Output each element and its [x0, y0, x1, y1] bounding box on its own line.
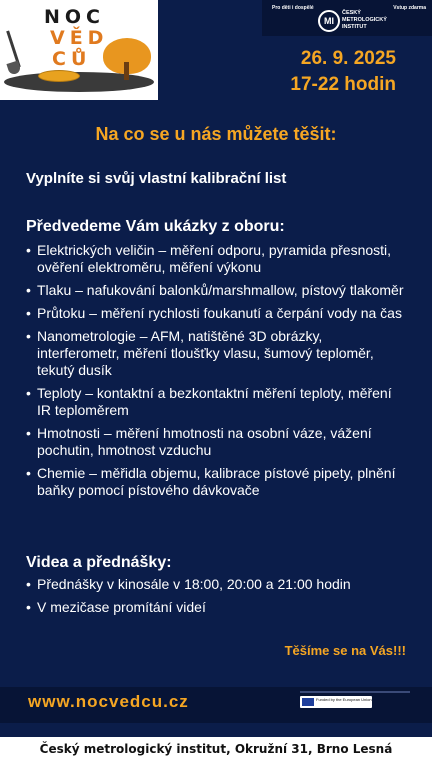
list-item-text: Teploty – kontaktní a bezkontaktní měření teploty, měření IR teploměrem — [37, 385, 392, 418]
list-item-text: Průtoku – měření rychlosti foukanutí a čerpání vody na čas — [37, 305, 402, 321]
cmi-name: ČESKÝ METROLOGICKÝ INSTITUT — [342, 10, 387, 30]
list-item-text: Tlaku – nafukování balonků/marshmallow, pístový tlakoměr — [37, 282, 404, 298]
bullet-icon: • — [26, 282, 31, 298]
address: Český metrologický institut, Okružní 31, Brno Lesná — [39, 742, 393, 756]
eu-funding-badge — [300, 696, 372, 708]
videos-title: Videa a přednášky: — [26, 554, 172, 571]
list-item — [26, 242, 408, 276]
event-date: 26. 9. 2025 — [300, 48, 396, 69]
bullet-icon: • — [26, 465, 31, 481]
list-item-text: Chemie – měřidla objemu, kalibrace pístové pipety, plnění baňky pomocí pístového dávkovače — [37, 465, 396, 498]
website-link[interactable]: www.nocvedcu.cz — [28, 692, 189, 711]
list-item-text: Přednášky v kinosále v 18:00, 20:00 a 21:00 hodin — [37, 576, 351, 592]
top-info-bar — [262, 0, 432, 36]
logo-text-line2: VĚD — [50, 27, 109, 49]
footer-fineprint-line — [300, 691, 410, 693]
bullet-icon: • — [26, 242, 31, 258]
list-item — [26, 425, 408, 459]
headline: Na co se u nás můžete těšit: — [95, 124, 337, 144]
noc-vedcu-logo — [0, 0, 158, 100]
list-item-text: Hmotnosti – měření hmotnosti na osobní váze, vážení pochutin, hmotnost vzduchu — [37, 425, 372, 458]
list-item — [26, 385, 408, 419]
list-item-text: Elektrických veličin – měření odporu, pyramida přesnosti, ověření elektroměru, měření výkonu — [37, 242, 392, 275]
bullet-icon: • — [26, 576, 31, 592]
bullet-icon: • — [26, 305, 31, 321]
list-item — [26, 305, 408, 322]
bullet-icon: • — [26, 385, 31, 401]
list-item — [26, 599, 408, 616]
demos-title: Předvedeme Vám ukázky z oboru: — [26, 218, 285, 235]
plate-icon — [38, 70, 80, 82]
bullet-icon: • — [26, 599, 31, 615]
demos-list — [26, 242, 408, 505]
list-item — [26, 328, 408, 379]
list-item-text: V mezičase promítání videí — [37, 599, 206, 615]
event-time: 17-22 hodin — [290, 74, 396, 95]
eu-flag-icon — [302, 698, 314, 706]
cmi-logo-icon: MI — [318, 10, 340, 32]
audience-label: Pro děti i dospělé — [272, 5, 314, 11]
list-item-text: Nanometrologie – AFM, natištěné 3D obrázky, interferometr, měření tloušťky vlasu, šumový teploměr, tekutý dusík — [37, 328, 374, 378]
list-item — [26, 465, 408, 499]
lead-text: Vyplníte si svůj vlastní kalibrační list — [26, 170, 287, 187]
list-item — [26, 576, 408, 593]
list-item — [26, 282, 408, 299]
logo-text-line1: NOC — [44, 6, 105, 28]
logo-text-line3: CŮ — [52, 48, 92, 70]
bullet-icon: • — [26, 328, 31, 344]
bullet-icon: • — [26, 425, 31, 441]
entry-label: Vstup zdarma — [393, 5, 426, 11]
closing-text: Těšíme se na Vás!!! — [284, 643, 406, 658]
eu-funding-text: Funded by the European Union — [316, 697, 372, 702]
tree-trunk-icon — [124, 62, 129, 80]
videos-list — [26, 576, 408, 622]
